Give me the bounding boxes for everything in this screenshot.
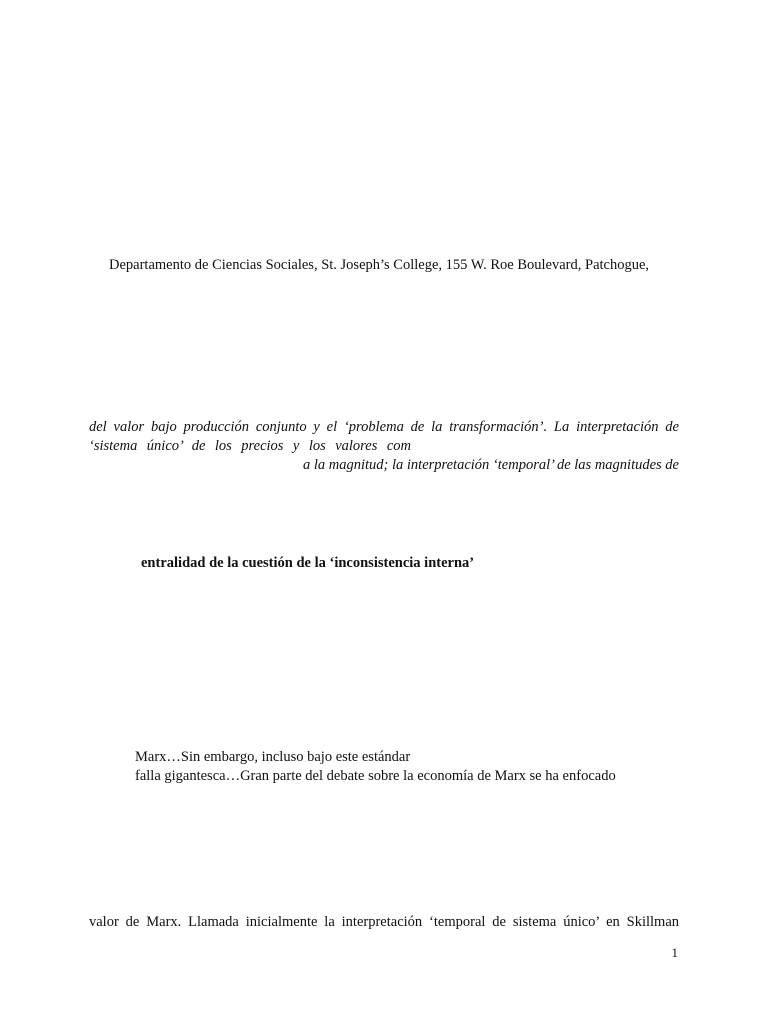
- block-quote-line: falla gigantesca…Gran parte del debate sobre la economía de Marx se ha enfocado: [135, 768, 616, 784]
- abstract-line: a la magnitud; la interpretación ‘temporal’ de las magnitudes de: [302, 457, 679, 473]
- section-heading: entralidad de la cuestión de la ‘inconsistencia interna’: [141, 555, 475, 571]
- abstract-line: del valor bajo producción conjunto y el ‘problema de la transformación’. La interpretación de: [89, 419, 679, 435]
- page-number: 1: [671, 945, 678, 960]
- block-quote-line: Marx…Sin embargo, incluso bajo este estándar: [135, 749, 411, 765]
- body-text-line: valor de Marx. Llamada inicialmente la interpretación ‘temporal de sistema único’ en Skillman: [89, 914, 679, 930]
- abstract-line: ‘sistema único’ de los precios y los valores com: [89, 438, 411, 454]
- author-affiliation: Departamento de Ciencias Sociales, St. Joseph’s College, 155 W. Roe Boulevard, Patchogue,: [109, 257, 650, 273]
